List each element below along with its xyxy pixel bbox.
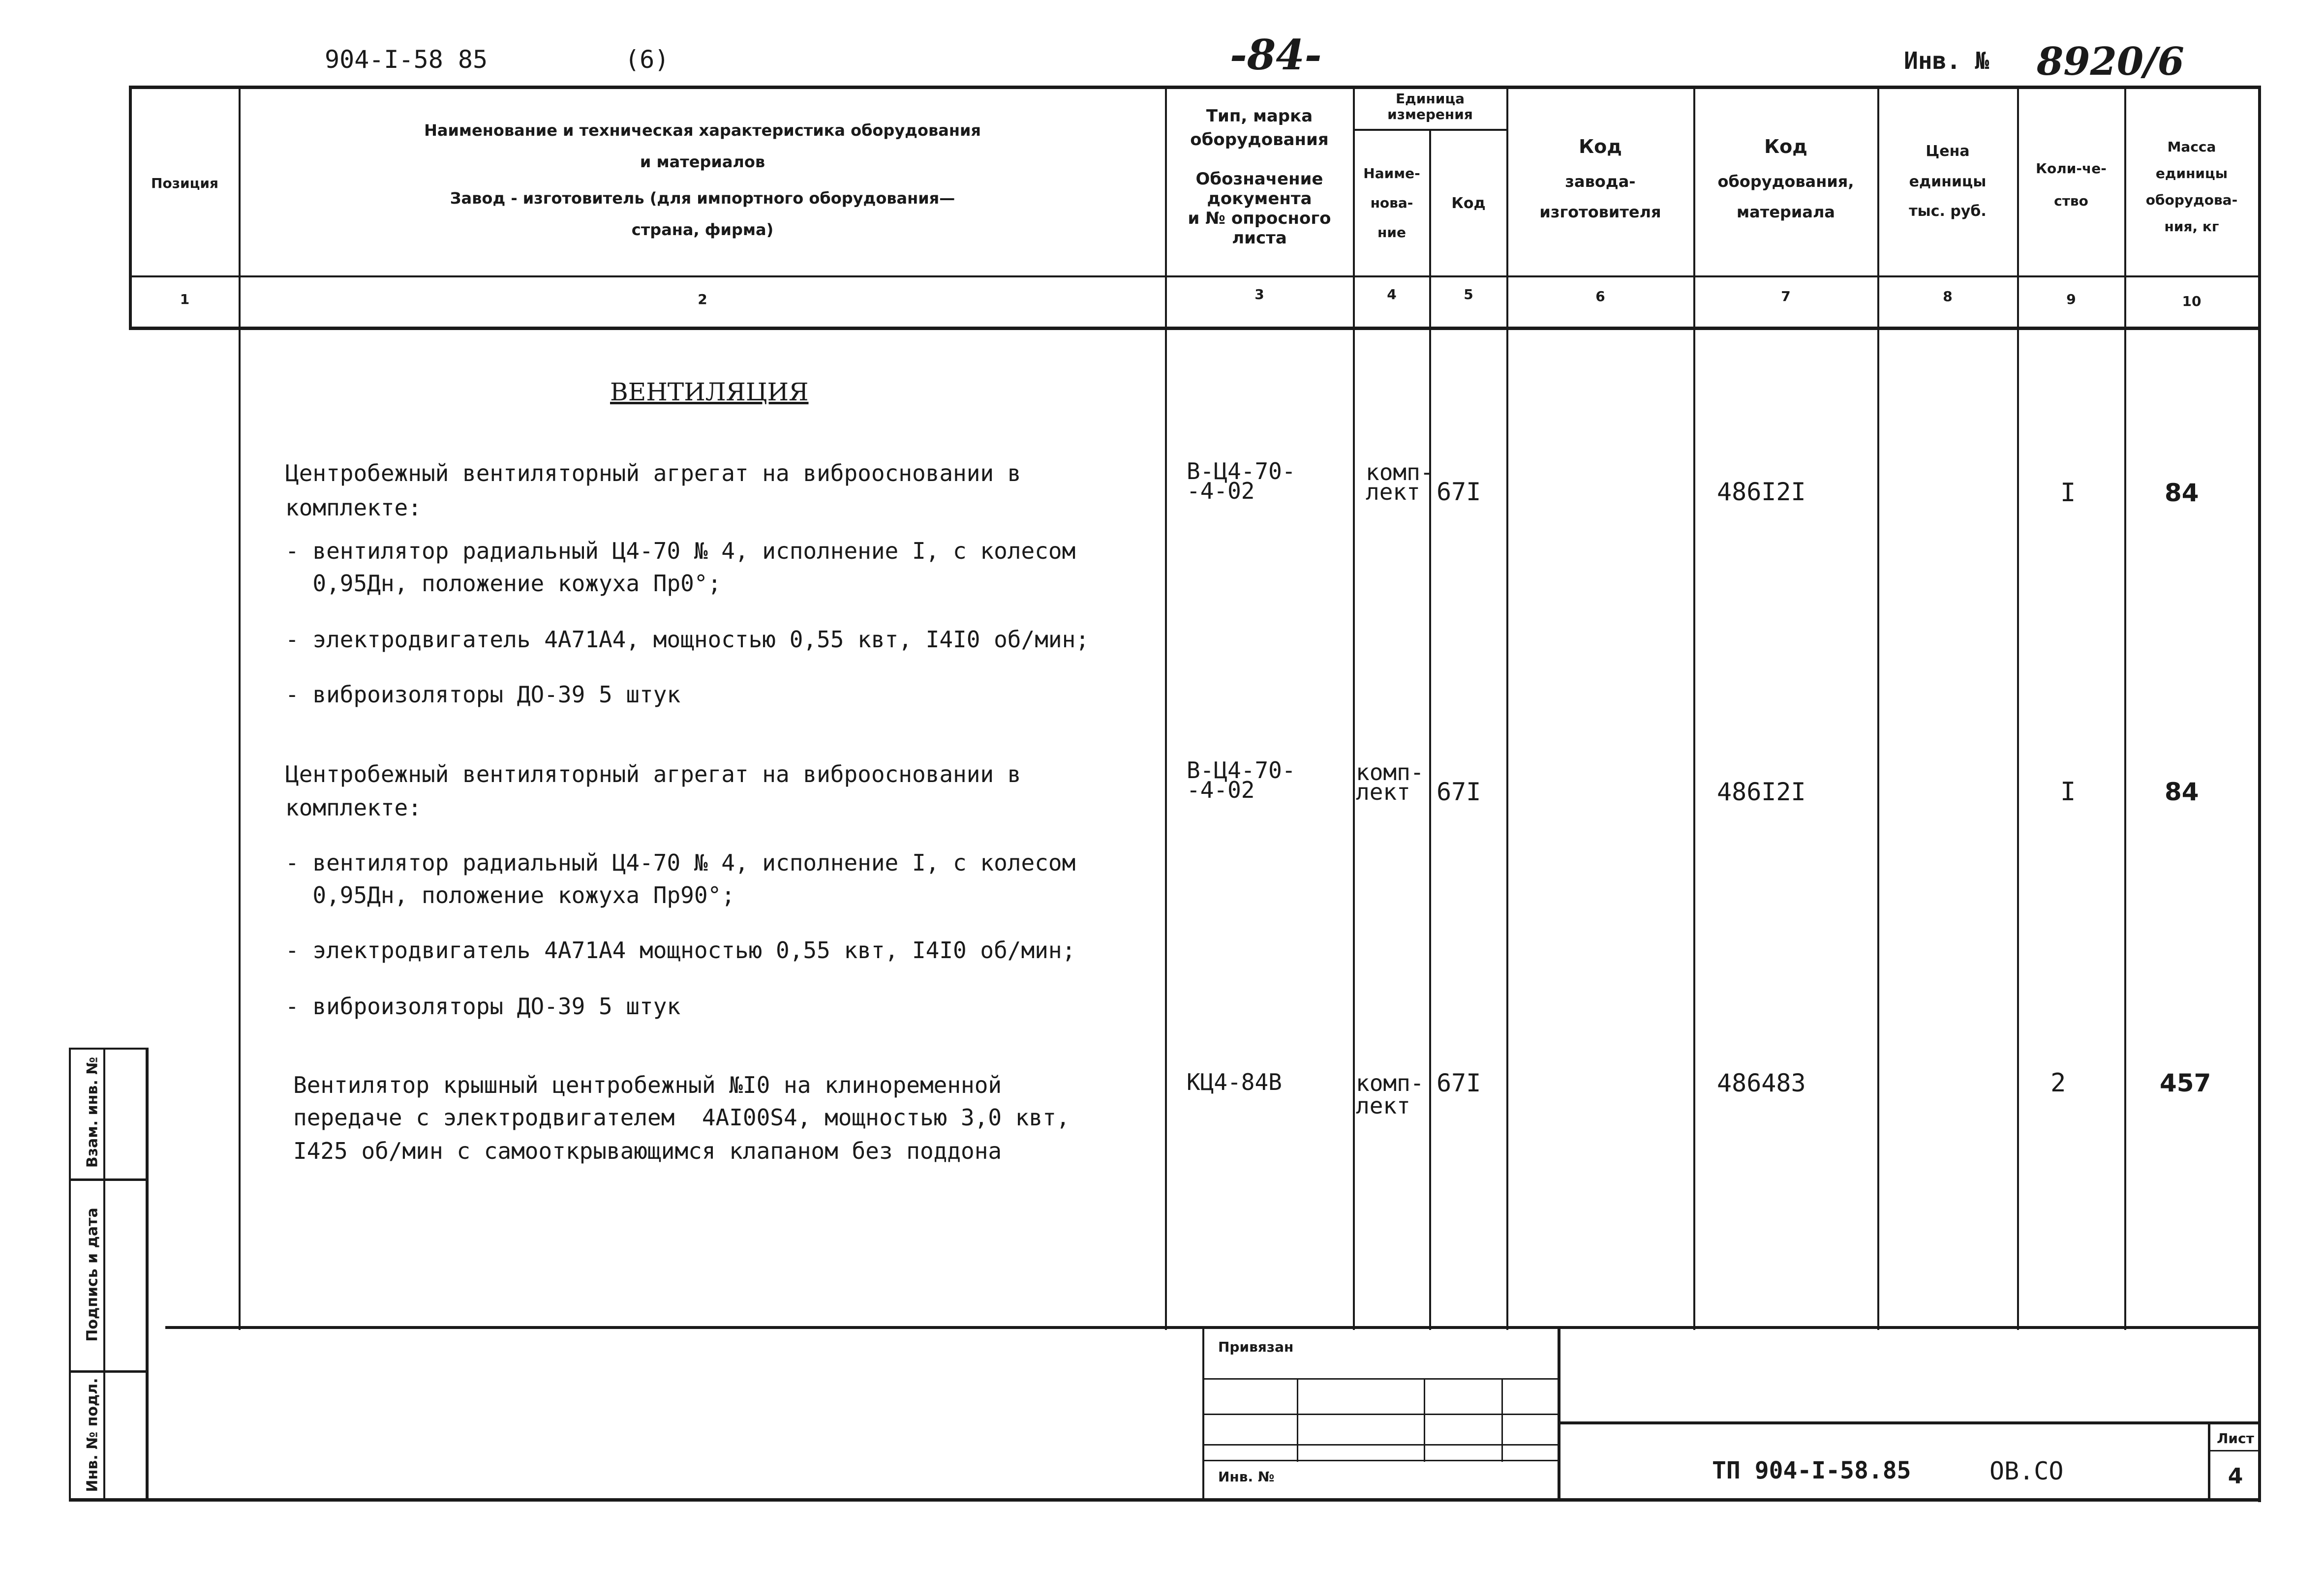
sheet-number: 4 xyxy=(2228,1464,2243,1489)
header-type-line3: Обозначение xyxy=(1195,169,1323,189)
item-3-mass: 457 xyxy=(2160,1069,2211,1097)
item-2-line: - электродвигатель 4А71А4 мощностью 0,55 квт, I4I0 об/мин; xyxy=(285,937,1076,964)
item-1-equipment-code: 486I2I xyxy=(1717,478,1806,506)
item-1-unit-line1: комп- xyxy=(1366,459,1434,485)
item-1-line: - электродвигатель 4А71А4, мощностью 0,55 квт, I4I0 об/мин; xyxy=(285,626,1089,653)
column-number: 5 xyxy=(1464,286,1473,302)
item-2-line: - вентилятор радиальный Ц4-70 № 4, исполнение I, с колесом xyxy=(285,849,1076,876)
header-mass-line3: оборудова- xyxy=(2145,192,2238,208)
col-sep xyxy=(1429,129,1431,1330)
item-1-mass: 84 xyxy=(2165,479,2199,507)
column-number: 8 xyxy=(1943,288,1953,304)
header-type-line6: листа xyxy=(1232,228,1287,248)
column-number-line xyxy=(129,327,2260,330)
side-stamp-right xyxy=(146,1048,149,1500)
col-sep xyxy=(2124,86,2126,1330)
col-sep xyxy=(1877,86,1879,1330)
header-unit-group-line2: измерения xyxy=(1387,106,1473,122)
column-number: 1 xyxy=(180,291,190,307)
header-plant-code-line2: завода- xyxy=(1565,172,1636,191)
binding-box-row xyxy=(1202,1444,1560,1446)
frame-top-line xyxy=(129,86,2260,89)
inventory-no-label: Инв. № xyxy=(1218,1469,1275,1485)
item-2-line: 0,95Дн, положение кожуха Пр90°; xyxy=(285,882,735,908)
binding-box-col xyxy=(1424,1378,1425,1462)
item-2-type-line1: В-Ц4-70- xyxy=(1187,757,1296,784)
side-stamp-divider xyxy=(69,1178,148,1181)
header-plant-code-line1: Код xyxy=(1579,136,1622,157)
side-stamp-top xyxy=(69,1048,148,1050)
header-quantity-line2: ство xyxy=(2054,193,2088,209)
sheet-cell-divider xyxy=(2208,1450,2261,1451)
binding-box-col xyxy=(1297,1378,1298,1462)
header-price-line2: единицы xyxy=(1909,173,1987,190)
header-mass-line4: ния, кг xyxy=(2164,218,2219,235)
header-name-line1: Наименование и техническая характеристика оборудования xyxy=(424,121,981,140)
item-3-unit-code: 67I xyxy=(1437,1069,1481,1097)
header-type-line5: и № опросного xyxy=(1188,209,1331,228)
designation-row-line xyxy=(1558,1421,2261,1424)
header-equipment-code-line2: оборудования, xyxy=(1717,172,1854,191)
column-number: 6 xyxy=(1595,288,1605,304)
side-stamp-inner xyxy=(103,1048,105,1500)
binding-box-right xyxy=(1558,1326,1560,1500)
col-sep xyxy=(1693,86,1695,1330)
header-unit-name-line3: ние xyxy=(1377,224,1406,241)
col-sep xyxy=(1506,86,1508,1330)
header-type-line1: Тип, марка xyxy=(1206,106,1313,126)
header-mass-line2: единицы xyxy=(2155,165,2228,181)
item-1-line: 0,95Дн, положение кожуха Пр0°; xyxy=(285,570,722,597)
binding-box-left xyxy=(1202,1326,1204,1500)
column-number: 9 xyxy=(2066,291,2076,307)
header-name-line4: страна, фирма) xyxy=(631,220,774,239)
frame-right-line xyxy=(2258,86,2261,1502)
header-position: Позиция xyxy=(151,175,218,191)
item-1-line: - виброизоляторы ДО-39 5 штук xyxy=(285,681,681,708)
inventory-label: Инв. № xyxy=(1904,47,1989,75)
column-number: 3 xyxy=(1254,286,1264,302)
header-type-line4: документа xyxy=(1207,189,1312,209)
header-equipment-code-line1: Код xyxy=(1764,136,1807,157)
item-3-type-line1: КЦ4-84В xyxy=(1187,1069,1282,1095)
col-sep xyxy=(1165,86,1167,1330)
doc-designation: ТП 904-I-58.85 xyxy=(1712,1457,1911,1484)
inventory-number: 8920/6 xyxy=(2037,39,2184,84)
item-1-line: - вентилятор радиальный Ц4-70 № 4, исполнение I, с колесом xyxy=(285,538,1076,564)
item-3-line: I425 об/мин с самооткрывающимся клапаном без поддона xyxy=(293,1138,1002,1164)
side-stamp-outer-left xyxy=(69,1048,71,1500)
header-quantity-line1: Коли-че- xyxy=(2036,160,2107,177)
title-block-top-line xyxy=(165,1326,2260,1329)
header-name-line2: и материалов xyxy=(640,152,765,171)
header-price-line1: Цена xyxy=(1926,143,1970,160)
sheet-code: ОВ.СО xyxy=(1989,1457,2064,1485)
item-3-unit-line2: лект xyxy=(1356,1092,1410,1119)
item-3-unit-line1: комп- xyxy=(1356,1070,1424,1096)
page-number: -84- xyxy=(1230,30,1322,79)
item-2-line: - виброизоляторы ДО-39 5 штук xyxy=(285,993,681,1020)
binding-box-row xyxy=(1202,1414,1560,1415)
item-1-line: комплекте: xyxy=(285,494,422,521)
item-3-line: Вентилятор крышный центробежный №I0 на клиноременной xyxy=(293,1072,1002,1098)
item-3-equipment-code: 486483 xyxy=(1717,1069,1806,1097)
item-2-line: Центробежный вентиляторный агрегат на виброосновании в xyxy=(285,761,1021,787)
item-2-unit-code: 67I xyxy=(1437,778,1481,806)
sheet-bottom-line xyxy=(69,1498,2261,1502)
sheet-cell-left xyxy=(2208,1423,2210,1500)
header-type-line2: оборудования xyxy=(1190,130,1329,150)
header-mass-line1: Масса xyxy=(2167,139,2216,155)
binding-box-col xyxy=(1501,1378,1503,1462)
col-sep xyxy=(2017,86,2019,1330)
binding-box-row xyxy=(1202,1378,1560,1380)
item-2-unit-line2: лект xyxy=(1356,779,1410,805)
header-plant-code-line3: изготовителя xyxy=(1539,203,1661,221)
binding-box-row xyxy=(1202,1460,1560,1461)
album-number: (6) xyxy=(625,45,670,74)
side-stamp-signature-date: Подпись и дата xyxy=(84,1207,101,1342)
item-2-type-line2: -4-02 xyxy=(1187,777,1255,803)
item-3-quantity: 2 xyxy=(2050,1068,2066,1098)
item-1-unit-line2: лект xyxy=(1366,479,1420,505)
item-2-equipment-code: 486I2I xyxy=(1717,778,1806,806)
col-sep xyxy=(239,86,241,1330)
item-1-line: Центробежный вентиляторный агрегат на виброосновании в xyxy=(285,460,1021,486)
item-1-quantity: I xyxy=(2060,478,2076,508)
item-1-type-line1: В-Ц4-70- xyxy=(1187,458,1296,484)
header-unit-group-line1: Единица xyxy=(1396,91,1465,107)
col-sep xyxy=(1353,86,1355,1330)
sheet-label: Лист xyxy=(2217,1430,2254,1447)
header-unit-name-line1: Наиме- xyxy=(1363,165,1420,181)
item-2-quantity: I xyxy=(2060,777,2076,807)
section-title: ВЕНТИЛЯЦИЯ xyxy=(610,378,809,406)
item-1-unit-code: 67I xyxy=(1437,478,1481,506)
side-stamp-divider xyxy=(69,1370,148,1373)
header-unit-code: Код xyxy=(1451,195,1486,212)
bound-label: Привязан xyxy=(1218,1339,1294,1355)
item-2-mass: 84 xyxy=(2165,778,2199,806)
side-stamp-original-inv: Инв. № подл. xyxy=(84,1378,101,1492)
side-stamp-replace-inv: Взам. инв. № xyxy=(84,1056,101,1168)
item-2-unit-line1: комп- xyxy=(1356,759,1424,785)
header-bottom-line xyxy=(129,275,2260,277)
header-price-line3: тыс. руб. xyxy=(1909,203,1987,220)
column-number: 2 xyxy=(698,291,707,307)
column-number: 7 xyxy=(1781,288,1791,304)
item-2-line: комплекте: xyxy=(285,794,422,821)
header-unit-name-line2: нова- xyxy=(1370,195,1413,211)
document-code: 904-I-58 85 xyxy=(325,45,488,74)
header-equipment-code-line3: материала xyxy=(1737,203,1835,221)
column-number: 10 xyxy=(2182,293,2202,309)
column-number: 4 xyxy=(1387,286,1397,302)
header-name-line3: Завод - изготовитель (для импортного оборудования— xyxy=(450,189,955,208)
item-3-line: передаче с электродвигателем 4АI00S4, мощностью 3,0 квт, xyxy=(293,1104,1070,1131)
item-1-type-line2: -4-02 xyxy=(1187,478,1255,504)
